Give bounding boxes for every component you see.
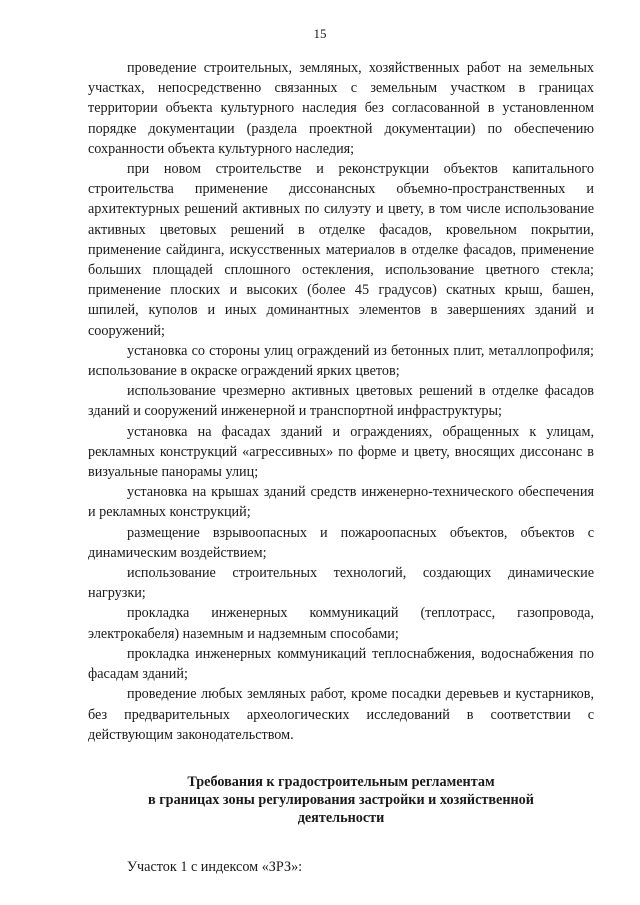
paragraph-facade-utilities: прокладка инженерных коммуникаций теплоснабжения, водоснабжения по фасадам зданий; <box>88 645 594 683</box>
paragraph-archaeology: проведение любых земляных работ, кроме посадки деревьев и кустарников, без предварительных археологических исследований в соответствии с действующим законодательством. <box>88 686 594 743</box>
section-heading-line-2: в границах зоны регулирования застройки и хозяйственной <box>148 791 534 808</box>
page-number: 15 <box>313 26 327 41</box>
paragraph-roof-equipment: установка на крышах зданий средств инженерно-технического обеспечения и рекламных конструкций; <box>88 484 594 521</box>
parcel-line: Участок 1 с индексом «ЗРЗ»: <box>127 858 303 875</box>
section-heading <box>88 773 594 827</box>
paragraph-surface-utilities: прокладка инженерных коммуникаций (теплотрасс, газопровода, электрокабеля) наземным и надземным способами; <box>88 605 594 642</box>
paragraph-fences: установка со стороны улиц ограждений из бетонных плит, металлопрофиля; использование в окраске ограждений ярких цветов; <box>88 342 594 380</box>
document-body <box>88 58 594 877</box>
section-heading-line-1: Требования к градостроительным регламентам <box>187 773 495 790</box>
paragraph-construction-solutions: при новом строительстве и реконструкции объектов капитального строительства применение диссонансных объемно-пространственных и архитектурных решений активных по силуэту и цвету, в том числе использование активных цветовых решений в отделке фасадов, кровельном покрытии, применение сайдинга, искусственных материалов в отделке фасадов, применение больших площадей сплошного остекления, использование цветного стекла; применение плоских и высоких (более 45 градусов) скатных крыш, башен, шпилей, куполов и иных доминантных элементов в завершениях зданий и сооружений; <box>88 161 594 339</box>
paragraph-dynamic-loads: использование строительных технологий, создающих динамические нагрузки; <box>88 565 594 602</box>
paragraph-advertising: установка на фасадах зданий и ограждениях, обращенных к улицам, рекламных конструкций «агрессивных» по форме и цвету, вносящих диссонанс в визуальные панорамы улиц; <box>88 423 594 481</box>
paragraph-hazardous-objects: размещение взрывоопасных и пожароопасных объектов, объектов с динамическим воздействием; <box>88 524 594 561</box>
paragraph-color-solutions: использование чрезмерно активных цветовых решений в отделке фасадов зданий и сооружений инженерной и транспортной инфраструктуры; <box>88 383 594 420</box>
paragraph-earthworks: проведение строительных, земляных, хозяйственных работ на земельных участках, непосредственно связанных с земельным участком в границах территории объекта культурного наследия без согласованной в установленном порядке документации (раздела проектной документации) по обеспечению сохранности объекта культурного наследия; <box>88 60 594 157</box>
section-heading-line-3: деятельности <box>297 809 385 826</box>
